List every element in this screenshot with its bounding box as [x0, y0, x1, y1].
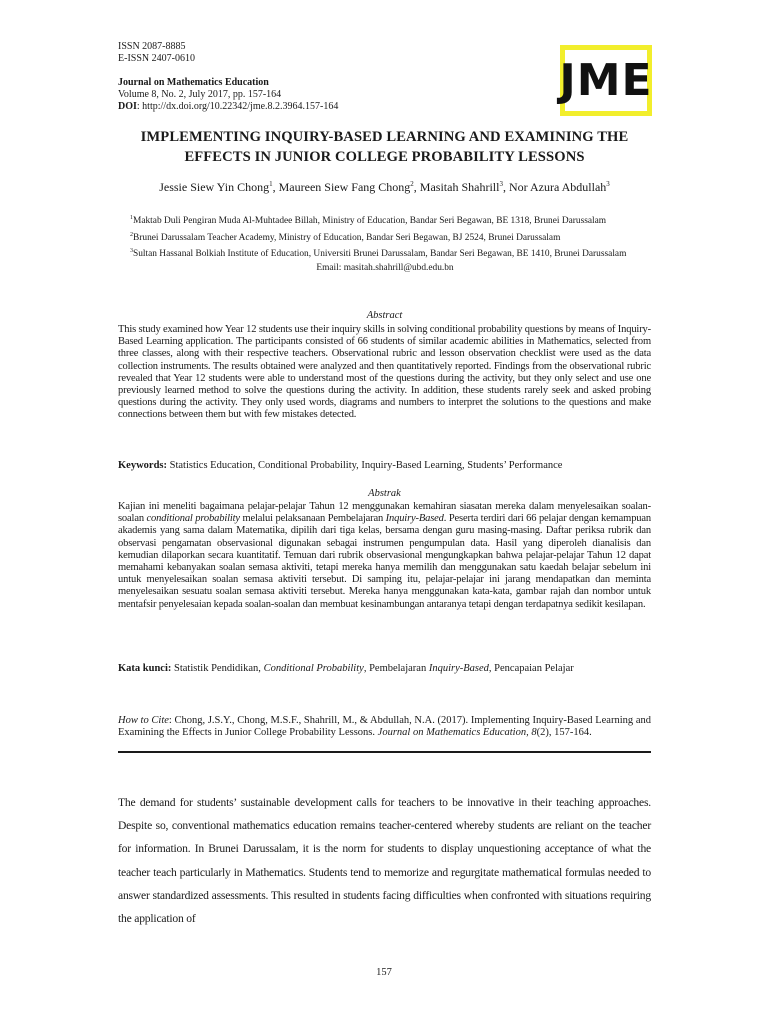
contact-email[interactable]: Email: masitah.shahrill@ubd.edu.bn — [316, 262, 454, 273]
author-name: Jessie Siew Yin Chong — [159, 180, 270, 194]
author-name: Nor Azura Abdullah — [508, 180, 607, 194]
abstract-text: This study examined how Year 12 students use their inquiry skills in solving conditional probability questions by means of Inquiry-Based Learning application. The participants consisted of 66 students of similar academic abilities in Mathematics, selected from three classes, along with their respective teachers. Observational rubric and lesson observation checklist were used as the data collection instruments. The results obtained were analyzed and then quantitatively reported. Findings from the observational rubric revealed that Year 12 students were able to understand most of the questions during the activity, but they only select and use one previously learned method to solve the questions during the activity. In addition, these students rarely seek and asked probing questions during the activity. They only used words, diagrams and numbers to interpret the solutions to the questions and make connections between them but with few mistakes detected. — [118, 324, 651, 421]
abstrak-heading: Abstrak — [368, 488, 401, 499]
journal-logo — [560, 45, 652, 116]
keywords-list: Statistics Education, Conditional Probability, Inquiry-Based Learning, Students’ Performance — [169, 460, 563, 471]
author-affil-mark: 2 — [410, 180, 414, 188]
affiliation-1: $^1$Maktab Duli Pengiran Muda Al-Muhtadee Billah, Ministry of Education, Bandar Seri Begawan, BE 1318, Brunei Darussalam — [130, 215, 607, 227]
author-affil-mark: 1 — [269, 180, 273, 188]
author-name: Masitah Shahrill — [419, 180, 500, 194]
kata-kunci: Kata kunci: Statistik Pendidikan, Conditional Probability, Pembelajaran Inquiry-Based, Pencapaian Pelajar — [118, 663, 574, 674]
cite-label: How to Cite — [118, 715, 169, 726]
journal-header — [118, 41, 338, 113]
how-to-cite: How to Cite: Chong, J.S.Y., Chong, M.S.F., Shahrill, M., & Abdullah, N.A. (2017). Implementing Inquiry-Based Learning and Examining the Effects in Junior College Probability Lessons. Journal on Mathematics Education, 8(2), 157-164. — [118, 715, 651, 739]
body-paragraph: The demand for students’ sustainable development calls for teachers to be innovative in their teaching approaches. Despite so, conventional mathematics education remains teacher-centered whereby students are reliant on the teacher for information. In Brunei Darussalam, it is the norm for students to display unquestioning acceptance of what the teacher teach particularly in Mathematics. Students tend to memorize and regurgitate mathematical formulas needed to answer standardized assessments. This resulted in students facing difficulties when confronted with situations requiring the application of — [118, 796, 651, 926]
author-affil-mark: 3 — [499, 180, 503, 188]
keywords — [118, 459, 651, 472]
journal-name: Journal on Mathematics Education — [118, 77, 269, 88]
volume-info: Volume 8, No. 2, July 2017, pp. 157-164 — [118, 89, 282, 100]
eissn: E-ISSN 2407-0610 — [118, 53, 195, 64]
affiliation-3: $^3$Sultan Hassanal Bolkiah Institute of Education, Universiti Brunei Darussalam, Bandar Seri Begawan, BE 1410, Brunei Darussalam — [130, 248, 627, 260]
affiliation-2: $^2$Brunei Darussalam Teacher Academy, Ministry of Education, Bandar Seri Begawan, BJ 2524, Brunei Darussalam — [130, 231, 561, 243]
logo-text: JME — [565, 50, 647, 111]
issn: ISSN 2087-8885 — [118, 41, 186, 52]
keywords-label: Keywords: — [118, 460, 167, 471]
author-affil-mark: 3 — [606, 180, 610, 188]
abstract-heading: Abstract — [366, 310, 403, 321]
affiliations — [130, 212, 640, 275]
author-list: Jessie Siew Yin Chong$^1$, Maureen Siew Fang Chong$^2$, Masitah Shahrill$^3$, Nor Azura Abdullah$^3$ — [159, 180, 610, 194]
page-number: 157 — [376, 967, 392, 978]
abstrak-text: Kajian ini meneliti bagaimana pelajar-pelajar Tahun 12 menggunakan kemahiran siasatan mereka dalam menyelesaikan soalan-soalan conditional probability melalui pelaksanaan Pembelajaran Inquiry-Based. Peserta terdiri dari 66 pelajar dengan kemampuan akademis yang sama dalam Matematika, dipilih dari tiga kelas, bersama dengan guru masing-masing. Daftar periksa rubrik dan observasi pengamatan observasional digunakan sebagai instrumen pengumpulan data. Hasil yang diperoleh dianalisis dan kemudian dilaporkan secara kuantitatif. Temuan dari rubrik observasional mengungkapkan bahwa pelajar-pelajar Tahun 12 dapat memahami kebanyakan soalan semasa aktiviti, tetapi mereka hanya memilih dan menggunakan satu kaedah belajar sebelum ini untuk menyelesaikan soalan semasa aktiviti tersebut. Di samping itu, pelajar-pelajar ini jarang mendapatkan dan meminta menyelesaikan sesuatu soalan semasa aktiviti tersebut. Mereka hanya menggunakan kata-kata, gambar rajah dan nombor untuk mentafsir penyelesaian kepada soalan-soalan dan membuat kesinambungan antaranya tetapi dengan terdapatnya sedikit kesilapan. — [118, 501, 652, 610]
paper-title: IMPLEMENTING INQUIRY-BASED LEARNING AND EXAMINING THE EFFECTS IN JUNIOR COLLEGE PROBABILITY LESSONS — [140, 129, 629, 165]
doi-label: DOI — [118, 101, 137, 112]
doi-line — [118, 101, 338, 113]
kata-kunci-label: Kata kunci: — [118, 663, 172, 674]
author-name: Maureen Siew Fang Chong — [278, 180, 411, 194]
doi-link[interactable]: : http://dx.doi.org/10.22342/jme.8.2.3964.157-164 — [136, 101, 339, 112]
section-divider — [118, 751, 651, 753]
